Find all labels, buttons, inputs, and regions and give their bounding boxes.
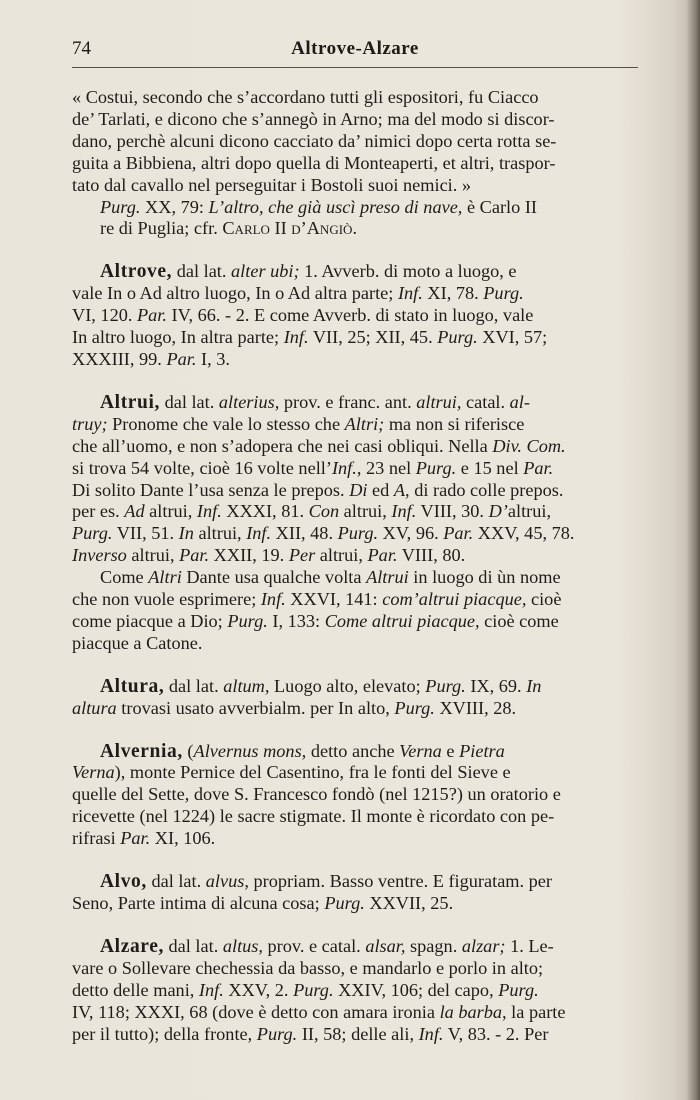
entry-italic: Purg. [293, 979, 334, 1000]
entry-text: Di solito Dante l’usa senza le prepos. [72, 479, 350, 500]
entry-italic: A, [393, 479, 410, 500]
entry-italic: Di [349, 479, 368, 500]
headword: Altrove, [100, 261, 173, 283]
text-line [72, 871, 639, 893]
headword: Altura, [100, 675, 165, 697]
text-line [72, 633, 639, 655]
entry-text: la parte [506, 1001, 566, 1022]
entry-italic: Pietra [459, 740, 505, 761]
text-line [72, 893, 639, 915]
text-line [72, 1024, 639, 1046]
entry-text: Dante usa qualche volta [181, 567, 367, 588]
quote-paragraph [72, 87, 639, 197]
entry-text: IV, 118; XXXI, 68 (dove è detto con amara ironia [72, 1001, 440, 1022]
text-line [72, 545, 639, 567]
entry-text: V, 83. - 2. Per [443, 1023, 549, 1044]
text-line: guita a Bibbiena, altri dopo quella di Monteaperti, et altri, traspor- [72, 152, 556, 173]
entry-italic: Verna [399, 740, 442, 761]
entry-italic: Purg. [227, 610, 268, 631]
entry-italic: Purg. [483, 283, 524, 304]
entry-italic: Inf. [246, 523, 272, 544]
entry-text: altrui, [339, 501, 392, 522]
text-line: ricevette (nel 1224) le sacre stigmate. Il monte è ricordato con pe- [72, 806, 555, 827]
text-line [72, 1002, 639, 1024]
entry-text: trovasi usato avverbialm. per In alto, [116, 697, 395, 718]
text-line [72, 480, 639, 502]
entry-italic: Altri [148, 567, 182, 588]
entry-italic: alterius, [218, 391, 280, 412]
entry-italic: Purg. [337, 523, 379, 544]
text-line [72, 589, 639, 611]
entry-italic: al- [509, 391, 530, 412]
entry-italic: Altrui [366, 567, 409, 588]
entry-italic: Div. Com. [492, 435, 566, 456]
entry-text: XXII, 19. [209, 545, 289, 566]
entry-italic: Inf. [260, 589, 286, 610]
entry-italic: alter ubi; [231, 261, 300, 282]
entry-text: di rado colle prepos. [409, 479, 564, 500]
text-line [72, 436, 639, 458]
entry-text: XXV, 2. [223, 979, 294, 1000]
entry-italic: Inf. [331, 457, 357, 478]
entry-text: per il tutto); della fronte, [72, 1023, 257, 1044]
entry-italic: Con [308, 501, 340, 522]
headword: Alvernia, [100, 740, 183, 762]
entry-alvo [72, 871, 639, 915]
entry-text: detto delle mani, [72, 979, 199, 1000]
text-line [72, 414, 639, 436]
entry-text: IX, 69. [465, 675, 527, 696]
entry-text: altrui, [144, 501, 197, 522]
text-line [72, 980, 639, 1002]
entry-text: come piacque a Dio; [72, 610, 228, 631]
entry-text: in luogo di ùn nome [408, 567, 561, 588]
running-title: Altrove-Alzare [291, 38, 419, 59]
entry-italic: Purg. [425, 675, 466, 696]
running-head [72, 38, 638, 62]
entry-text: XXIV, 106; del capo, [333, 979, 499, 1000]
text-line [72, 741, 639, 763]
entry-italic: truy; [72, 413, 108, 434]
ref-quote: L’altro, che già uscì preso di nave, [208, 196, 463, 217]
entry-italic: Alvernus mons, [193, 740, 307, 761]
entry-italic: Purg. [72, 523, 113, 544]
entry-text: rifrasi [72, 828, 121, 849]
text-line [72, 676, 639, 698]
entry-text: detto anche [306, 740, 400, 761]
entry-text: propriam. Basso ventre. E figuratam. per [248, 871, 553, 892]
entry-italic: alzar; [461, 935, 506, 956]
text-line [72, 611, 639, 633]
entry-italic: Verna [72, 762, 115, 783]
entry-text: ), monte Pernice del Casentino, fra le fonti del Sieve e [114, 762, 511, 783]
ref-text: XX, 79: [140, 196, 209, 217]
ref-purg: Purg. [100, 196, 141, 217]
entry-text: XXXI, 81. [221, 501, 309, 522]
reference-paragraph [72, 197, 639, 241]
entry-italic: D’ [488, 501, 508, 522]
entry-text: IV, 66. - 2. E come Avverb. di stato in luogo, vale [166, 305, 534, 326]
text-line [72, 936, 639, 958]
entry-italic: com’altrui piacque, [382, 589, 527, 610]
entry-text: XV, 96. [378, 523, 444, 544]
entry-text: dal lat. [163, 935, 223, 956]
entry-text: Come [100, 567, 149, 588]
entry-text: ed [367, 479, 394, 500]
entry-italic: Purg. [256, 1023, 298, 1044]
entry-text: I, 3. [196, 348, 230, 369]
entry-text: dal lat. [172, 261, 232, 282]
entry-italic: Inverso [72, 545, 127, 566]
entry-italic: Ad [124, 501, 145, 522]
entry-text: XXV, 45, 78. [473, 523, 575, 544]
entry-italic: altum, [223, 675, 270, 696]
entry-text: ( [182, 740, 194, 761]
entry-text: che non vuole esprimere; [72, 589, 261, 610]
entry-italic: Purg. [415, 457, 457, 478]
entry-italic: Come altrui piacque, [324, 610, 480, 631]
entry-text: , 23 nel [356, 457, 416, 478]
entry-italic: alsar, [365, 935, 406, 956]
entry-italic: Inf. [418, 1023, 444, 1044]
entry-italic: Purg. [498, 979, 539, 1000]
entry-text: VII, 25; XII, 45. [308, 327, 438, 348]
entry-text: altrui, [126, 545, 180, 566]
entry-altrui [72, 392, 639, 655]
ref-text: è Carlo II [462, 196, 538, 217]
text-line [72, 283, 639, 305]
entry-text: prov. e catal. [262, 935, 366, 956]
entry-text: In altro luogo, In altra parte; [72, 327, 284, 348]
entry-text: dal lat. [160, 391, 219, 412]
entry-italic: Par. [137, 305, 167, 326]
entry-italic: Purg. [324, 893, 365, 913]
entry-text: XXVII, 25. [364, 893, 454, 913]
entry-text: VIII, 30. [416, 501, 489, 522]
entry-italic: Par. [523, 457, 554, 478]
entry-italic: altus, [222, 935, 263, 956]
entry-altrove [72, 261, 639, 371]
book-gutter-shadow [686, 0, 700, 1100]
entry-text: cioè [526, 589, 562, 610]
text-line [72, 762, 639, 784]
headword: Alvo, [100, 871, 147, 893]
ref-text: . [352, 218, 358, 239]
entry-text: che all’uomo, e non s’adopera che nei casi obliqui. Nella [72, 435, 493, 456]
entry-text: dal lat. [164, 675, 224, 696]
entry-text: cioè come [479, 610, 559, 631]
text-line [72, 698, 639, 720]
text-line [72, 327, 639, 349]
entry-text: vale In o Ad altro luogo, In o Ad altra parte; [72, 283, 398, 304]
text-line [72, 305, 639, 327]
entry-italic: Par. [179, 545, 210, 566]
entry-italic: altura [72, 697, 117, 718]
entry-alvernia [72, 741, 639, 851]
entry-italic: In [526, 675, 542, 696]
entry-text: XII, 48. [271, 523, 338, 544]
text-line [72, 458, 639, 480]
ref-text: re di Puglia; cfr. [100, 218, 223, 239]
entry-text: catal. [461, 391, 510, 412]
page-number: 74 [72, 38, 91, 59]
entry-text: Pronome che vale lo stesso che [107, 413, 345, 434]
entry-italic: Altri; [344, 413, 385, 434]
text-line: dano, perchè alcuni dicono cacciato da’ nimici dopo certa rotta se- [72, 130, 557, 151]
entry-italic: altrui, [416, 391, 462, 412]
entry-italic: Par. [166, 348, 197, 369]
entry-italic: Per [288, 545, 316, 566]
entry-italic: alvus, [205, 871, 249, 892]
entry-text: altrui, [507, 501, 552, 522]
entry-text: e [441, 740, 460, 761]
entry-text: si trova 54 volte, cioè 16 volte nell’ [72, 457, 332, 478]
header-rule [72, 67, 638, 68]
text-line [72, 349, 639, 371]
text-line: vare o Sollevare chechessia da basso, e mandarlo e porlo in alto; [72, 957, 544, 978]
entry-text: prov. e franc. ant. [279, 391, 417, 412]
entry-text: altrui, [315, 545, 368, 566]
entry-text: VI, 120. [72, 305, 137, 326]
text-line [72, 501, 639, 523]
entry-text: ma non si riferisce [384, 413, 525, 434]
entry-text: XXVI, 141: [285, 589, 383, 610]
entry-italic: la barba, [439, 1001, 507, 1022]
entry-text: spagn. [405, 935, 462, 956]
entry-text: VIII, 80. [397, 545, 466, 566]
entry-text: II, 58; delle ali, [297, 1023, 419, 1044]
headword: Alzare, [100, 935, 164, 957]
entry-italic: Inf. [283, 327, 309, 348]
entry-text: 1. Le- [505, 935, 554, 956]
text-line [72, 261, 639, 283]
entry-text: dal lat. [146, 871, 206, 892]
entry-text: VII, 51. [112, 523, 179, 544]
text-line [72, 828, 639, 850]
entry-italic: Par. [367, 545, 398, 566]
entry-italic: Purg. [394, 697, 435, 718]
entry-italic: Par. [120, 828, 151, 849]
entry-text: XVIII, 28. [434, 697, 517, 718]
entry-italic: Inf. [198, 979, 224, 1000]
cross-reference: Carlo II d’Angiò [222, 218, 353, 239]
text-line: « Costui, secondo che s’accordano tutti gli espositori, fu Ciacco [72, 87, 539, 107]
entry-text: 1. Avverb. di moto a luogo, e [299, 261, 517, 282]
entry-text: XI, 106. [150, 828, 216, 849]
entry-text: piacque a Catone. [72, 632, 203, 653]
entry-text: Luogo alto, elevato; [269, 675, 426, 696]
text-line [72, 218, 639, 240]
text-line: de’ Tarlati, e dicono che s’annegò in Arno; ma del modo si discor- [72, 108, 555, 129]
entry-text: e 15 nel [456, 457, 524, 478]
text-line [72, 523, 639, 545]
entry-text: altrui, [193, 523, 247, 544]
entry-italic: Inf. [391, 501, 417, 522]
entry-text: per es. [72, 501, 125, 522]
entry-italic: Purg. [437, 327, 478, 348]
entry-text: Seno, Parte intima di alcuna cosa; [72, 893, 325, 913]
headword: Altrui, [100, 391, 160, 413]
entry-text: I, 133: [267, 610, 325, 631]
entry-italic: In [178, 523, 194, 544]
entry-italic: Inf. [196, 501, 222, 522]
entry-italic: Inf. [397, 283, 423, 304]
entry-alzare [72, 936, 639, 1046]
entry-text: XVI, 57; [477, 327, 548, 348]
entry-text: XI, 78. [422, 283, 484, 304]
entry-text: XXXIII, 99. [72, 348, 167, 369]
text-line: tato dal cavallo nel perseguitar i Bostoli suoi nemici. » [72, 174, 472, 195]
page-text [72, 87, 639, 1045]
text-line [72, 392, 639, 414]
entry-altura [72, 676, 639, 720]
text-line: quelle del Sette, dove S. Francesco fondò (nel 1215?) un oratorio e [72, 784, 561, 805]
text-line [72, 567, 639, 589]
entry-italic: Par. [443, 523, 474, 544]
